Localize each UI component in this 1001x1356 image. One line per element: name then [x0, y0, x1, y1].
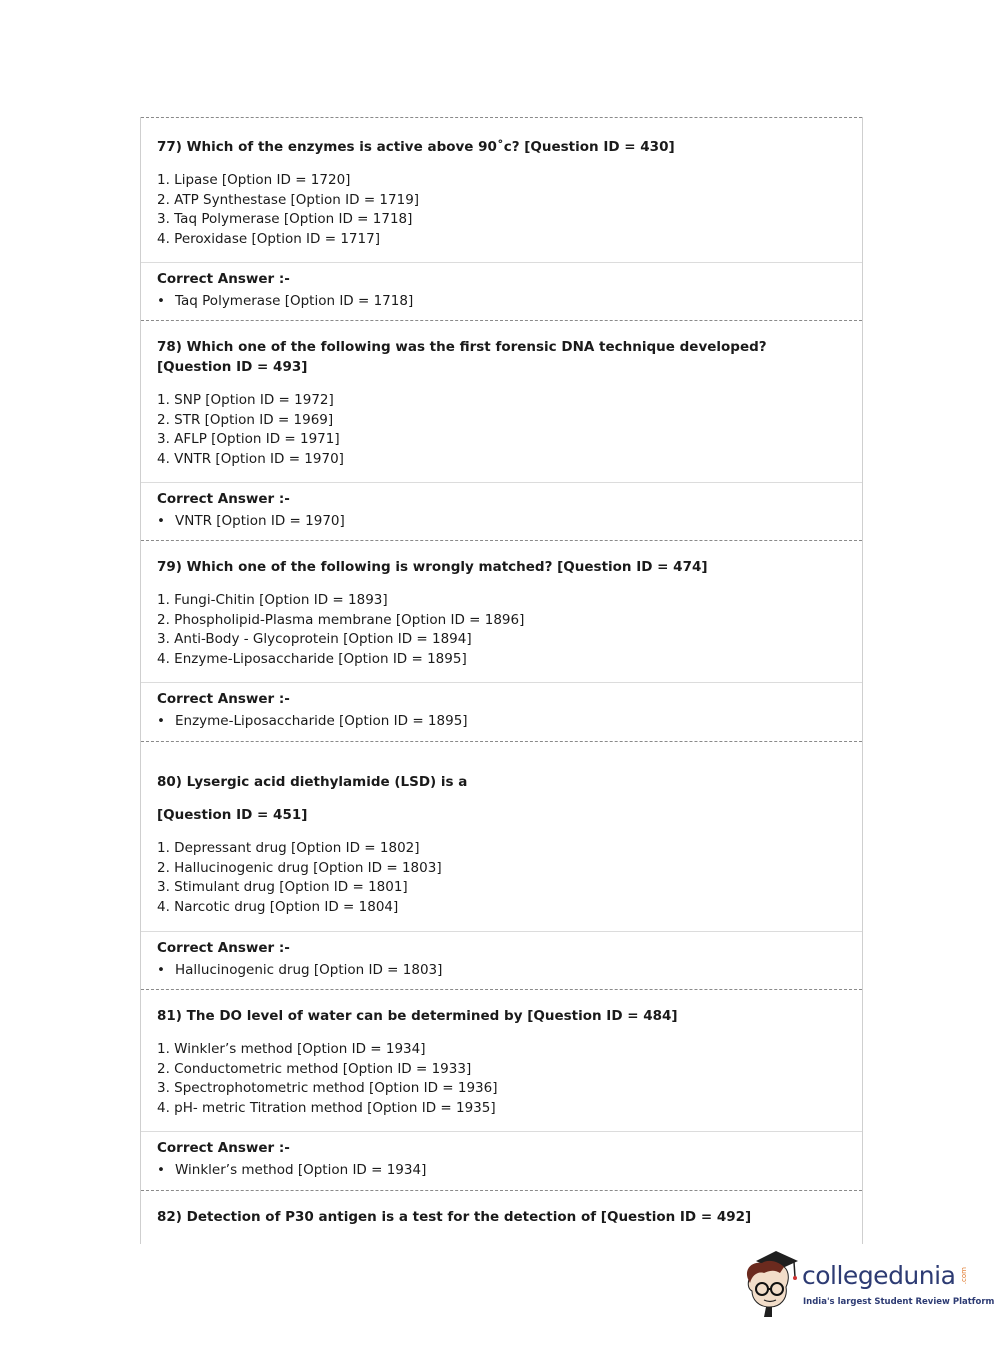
option-item: 3. Spectrophotometric method [Option ID = 1936] [157, 1080, 498, 1096]
option-item: 4. VNTR [Option ID = 1970] [157, 450, 344, 467]
correct-answer-label: Correct Answer :- [157, 491, 290, 507]
options-list [157, 1040, 497, 1118]
option-item: 4. pH- metric Titration method [Option ID = 1935] [157, 1099, 496, 1116]
correct-answer-text: Hallucinogenic drug [Option ID = 1803] [175, 962, 443, 978]
bullet-icon: • [157, 713, 165, 729]
options-list [157, 591, 524, 669]
option-item: 4. Narcotic drug [Option ID = 1804] [157, 898, 399, 915]
question-title: 77) Which of the enzymes is active above 90˚c? [Question ID = 430] [157, 139, 675, 155]
bullet-icon: • [157, 293, 165, 309]
option-item: 1. Fungi-Chitin [Option ID = 1893] [157, 592, 388, 608]
options-list [157, 171, 419, 249]
correct-answer-item [157, 291, 413, 311]
correct-answer-label: Correct Answer :- [157, 940, 290, 956]
bullet-icon: • [157, 962, 165, 978]
correct-answer-item [157, 960, 442, 980]
question-block-77 [141, 118, 862, 320]
correct-answer-text: Taq Polymerase [Option ID = 1718] [175, 293, 414, 309]
question-title: 82) Detection of P30 antigen is a test for the detection of [Question ID = 492] [157, 1209, 752, 1225]
option-item: 2. Hallucinogenic drug [Option ID = 1803] [157, 859, 442, 876]
question-block-80 [141, 742, 862, 989]
section-divider [141, 262, 862, 263]
option-item: 2. ATP Synthestase [Option ID = 1719] [157, 191, 420, 208]
student-mascot-icon [742, 1249, 804, 1321]
bullet-icon: • [157, 1162, 165, 1178]
question-block-78 [141, 321, 862, 540]
collegedunia-logo [742, 1249, 995, 1321]
section-divider [141, 482, 862, 483]
question-title: 81) The DO level of water can be determined by [Question ID = 484] [157, 1008, 678, 1024]
correct-answer-text: VNTR [Option ID = 1970] [175, 513, 345, 529]
options-list [157, 839, 442, 917]
logo-tagline: India's largest Student Review Platform [803, 1297, 995, 1307]
question-title: 78) Which one of the following was the first forensic DNA technique developed? [Question ID = 493] [157, 339, 767, 375]
option-item: 4. Enzyme-Liposaccharide [Option ID = 1895] [157, 650, 467, 667]
question-block-82 [141, 1191, 862, 1244]
options-list [157, 391, 344, 469]
logo-wordmark: collegedunia [802, 1261, 956, 1290]
option-item: 1. Depressant drug [Option ID = 1802] [157, 840, 420, 856]
question-sheet [140, 117, 863, 1244]
option-item: 1. SNP [Option ID = 1972] [157, 392, 334, 408]
section-divider [141, 682, 862, 683]
question-block-81 [141, 990, 862, 1190]
option-item: 2. STR [Option ID = 1969] [157, 411, 334, 428]
question-title: 79) Which one of the following is wrongly matched? [Question ID = 474] [157, 559, 708, 575]
option-item: 4. Peroxidase [Option ID = 1717] [157, 230, 380, 247]
question-title: 80) Lysergic acid diethylamide (LSD) is a [157, 774, 468, 790]
logo-suffix: .com [960, 1267, 968, 1285]
bullet-icon: • [157, 513, 165, 529]
option-item: 3. Anti-Body - Glycoprotein [Option ID = 1894] [157, 631, 472, 647]
option-item: 2. Conductometric method [Option ID = 1933] [157, 1060, 472, 1077]
question-id-line: [Question ID = 451] [157, 807, 308, 823]
correct-answer-label: Correct Answer :- [157, 271, 290, 287]
correct-answer-label: Correct Answer :- [157, 691, 290, 707]
option-item: 1. Winkler’s method [Option ID = 1934] [157, 1041, 426, 1057]
option-item: 3. AFLP [Option ID = 1971] [157, 431, 340, 447]
section-divider [141, 1131, 862, 1132]
question-block-79 [141, 541, 862, 741]
correct-answer-item [157, 1160, 426, 1180]
option-item: 3. Taq Polymerase [Option ID = 1718] [157, 211, 413, 227]
correct-answer-item [157, 511, 345, 531]
option-item: 3. Stimulant drug [Option ID = 1801] [157, 879, 408, 895]
option-item: 1. Lipase [Option ID = 1720] [157, 172, 351, 188]
correct-answer-item [157, 711, 468, 731]
option-item: 2. Phospholipid-Plasma membrane [Option ID = 1896] [157, 611, 525, 628]
correct-answer-text: Enzyme-Liposaccharide [Option ID = 1895] [175, 713, 468, 729]
correct-answer-text: Winkler’s method [Option ID = 1934] [175, 1162, 427, 1178]
correct-answer-label: Correct Answer :- [157, 1140, 290, 1156]
section-divider [141, 931, 862, 932]
